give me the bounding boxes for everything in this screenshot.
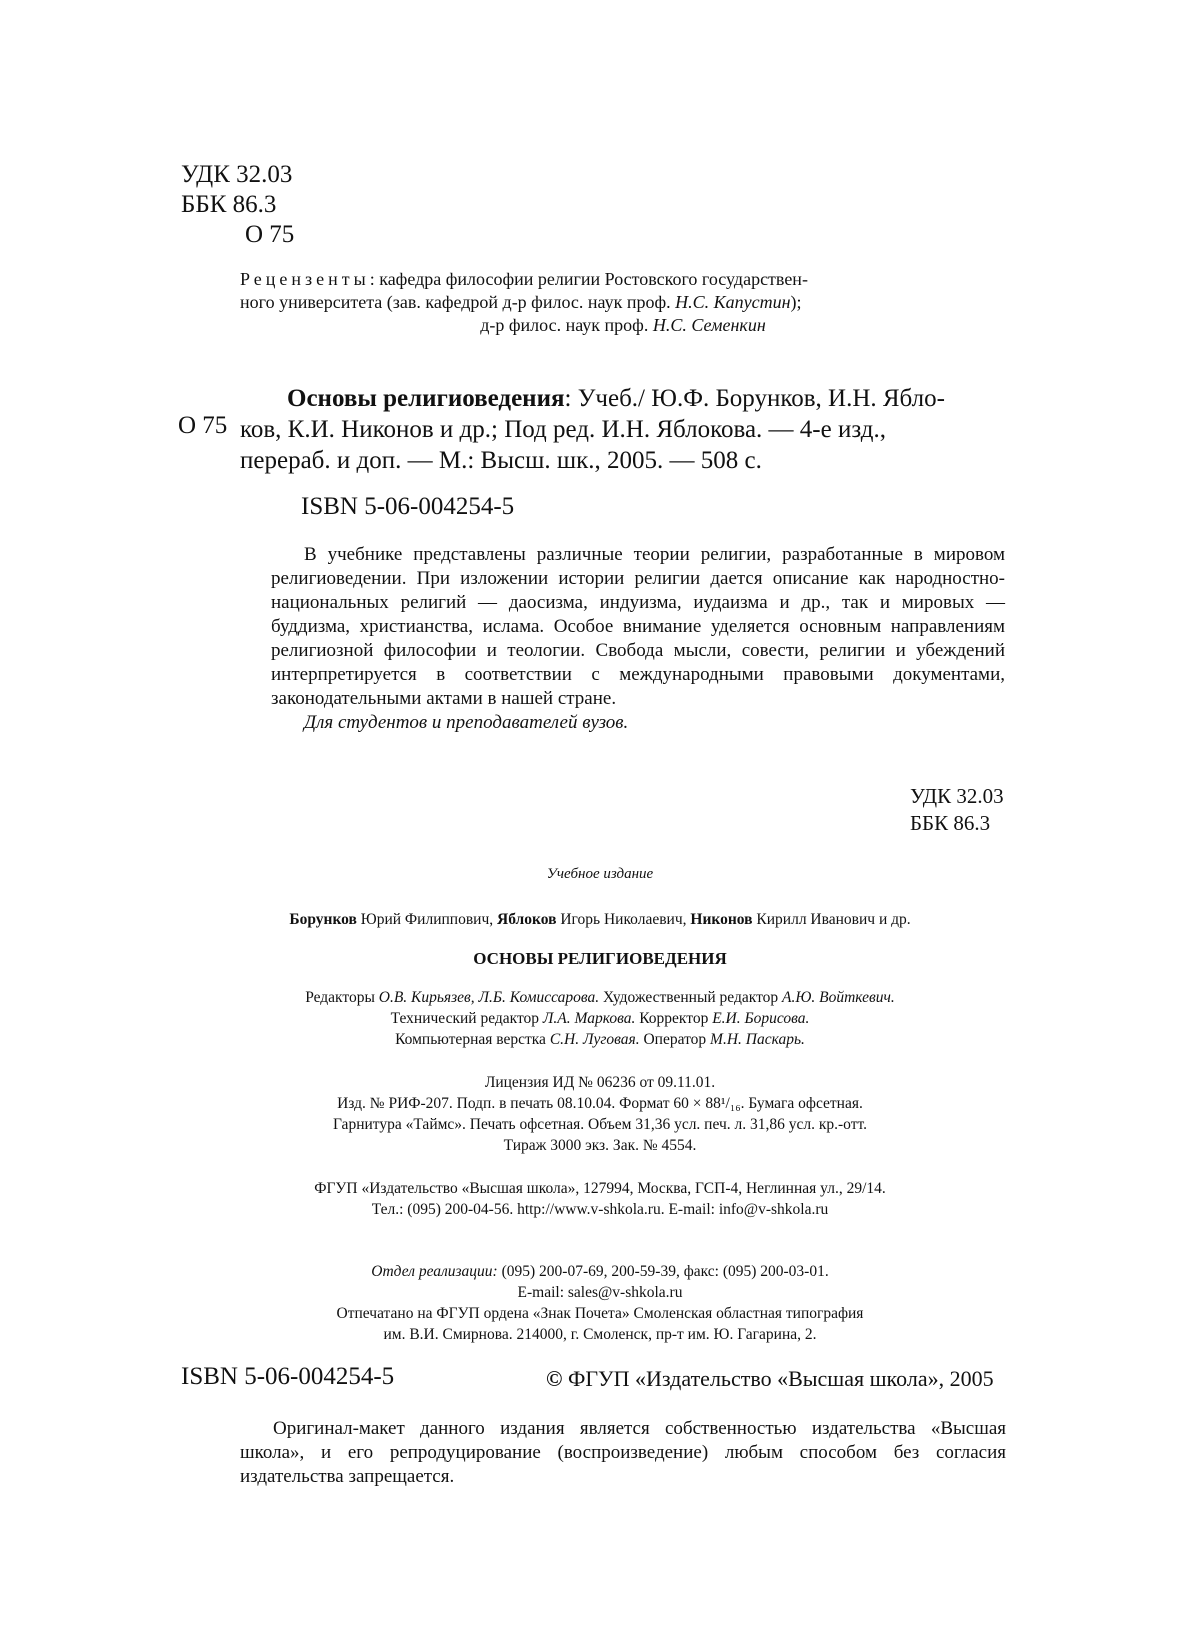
udk-code: УДК 32.03 <box>181 161 293 188</box>
author-surname: Борунков <box>289 911 357 928</box>
staff-role: Технический редактор <box>390 1010 543 1027</box>
bbk-code-bottom: ББК 86.3 <box>910 811 991 835</box>
reviewers-line-2: ного университета (зав. кафедрой д-р филос. наук проф. <box>240 292 676 312</box>
bbk-code: ББК 86.3 <box>181 191 277 218</box>
sales-label: Отдел реализации: <box>371 1263 498 1280</box>
publisher-address: ФГУП «Издательство «Высшая школа», 127994, Москва, ГСП-4, Неглинная ул., 29/14. <box>314 1180 886 1197</box>
staff-name: С.Н. Луговая. <box>549 1031 640 1048</box>
staff-role: Оператор <box>639 1031 711 1048</box>
staff-role: Компьютерная верстка <box>395 1031 550 1048</box>
isbn-footer: ISBN 5-06-004254-5 <box>181 1363 395 1390</box>
sales-block <box>190 1261 1010 1345</box>
annotation-audience: Для студентов и преподавателей вузов. <box>304 712 629 733</box>
biblio-line-2: ков, К.И. Никонов и др.; Под ред. И.Н. Яблокова. — 4-е изд., <box>240 416 886 443</box>
staff-role: Художественный редактор <box>599 989 783 1006</box>
reviewers-block <box>240 268 1006 337</box>
udk-code-bottom: УДК 32.03 <box>910 784 1004 808</box>
isbn: ISBN 5-06-004254-5 <box>301 493 515 520</box>
authors-line <box>190 909 1010 930</box>
staff-name: Л.А. Маркова. <box>542 1010 636 1027</box>
author-name: Игорь Николаевич, <box>556 911 691 928</box>
printer-line: Отпечатано на ФГУП ордена «Знак Почета» Смоленская областная типография <box>336 1305 864 1322</box>
publisher-contacts: Тел.: (095) 200-04-56. http://www.v-shkola.ru. E-mail: info@v-shkola.ru <box>371 1201 829 1218</box>
annotation-text: В учебнике представлены различные теории религии, разработанные в мировом религиоведении. При изложении истории религии дается описание как народностно-национальных религий — даосизма, индуизма, иудаизма и др., так и мировых — буддизма, христианства, ислама. Особое внимание уделяется основным направлениям религиозной философии и теологии. Свобода мысли, совести, религии и убеждений интерпретируется в соответствии с международными правовыми документами, законодательными актами в нашей стране. <box>271 544 1005 709</box>
author-name: Кирилл Иванович и др. <box>752 911 911 928</box>
annotation <box>271 543 1005 735</box>
reviewers-line-2-end: ); <box>790 292 802 312</box>
rights-notice <box>240 1417 1006 1489</box>
biblio-line-3: перераб. и доп. — М.: Высш. шк., 2005. — 508 с. <box>240 447 762 474</box>
staff-name: М.Н. Паскарь. <box>710 1031 805 1048</box>
author-mark: О 75 <box>245 221 295 248</box>
staff-role: Редакторы <box>305 989 379 1006</box>
staff-name: О.В. Кирьязев, Л.Б. Комиссарова. <box>378 989 600 1006</box>
edition-kind: Учебное издание <box>546 866 654 882</box>
license-line: Лицензия ИД № 06236 от 09.11.01. <box>484 1074 716 1091</box>
imprint-title: ОСНОВЫ РЕЛИГИОВЕДЕНИЯ <box>473 949 727 968</box>
reviewer-name-2: Н.С. Семенкин <box>652 315 766 335</box>
copyright-symbol: © <box>546 1366 563 1391</box>
udk-block-bottom <box>910 783 1004 837</box>
license-line: Изд. № РИФ-207. Подп. в печать 08.10.04. Формат 60 × 88¹/₁₆. Бумага офсетная. <box>337 1095 863 1112</box>
reviewers-label: Рецензенты <box>240 269 370 289</box>
rights-text: Оригинал-макет данного издания является собственностью издательства «Высшая школа», и его репродуцирование (воспроизведение) любым способом без согласия издательства запрещается. <box>240 1418 1006 1487</box>
license-line: Гарнитура «Таймс». Печать офсетная. Объем 31,36 усл. печ. л. 31,86 усл. кр.-отт. <box>332 1116 867 1133</box>
copyright-text: ФГУП «Издательство «Высшая школа», 2005 <box>562 1366 994 1391</box>
staff-name: А.Ю. Войткевич. <box>782 989 895 1006</box>
reviewer-name-1: Н.С. Капустин <box>675 292 791 312</box>
staff-name: Е.И. Борисова. <box>712 1010 810 1027</box>
biblio-author-mark: О 75 <box>178 412 228 439</box>
sales-email: E-mail: sales@v-shkola.ru <box>517 1284 683 1301</box>
license-line: Тираж 3000 экз. Зак. № 4554. <box>503 1137 697 1154</box>
sales-phones: (095) 200-07-69, 200-59-39, факс: (095) 200-03-01. <box>497 1263 829 1280</box>
reviewers-line-1: : кафедра философии религии Ростовского государствен- <box>369 269 808 289</box>
copyright <box>546 1366 994 1392</box>
reviewers-line-3: д-р филос. наук проф. <box>480 315 653 335</box>
editorial-staff <box>190 987 1010 1050</box>
license-block <box>190 1072 1010 1156</box>
udk-block <box>181 160 294 250</box>
publisher-block <box>190 1178 1010 1220</box>
printer-address: им. В.И. Смирнова. 214000, г. Смоленск, пр-т им. Ю. Гагарина, 2. <box>383 1326 817 1343</box>
author-surname: Яблоков <box>497 911 557 928</box>
staff-role: Корректор <box>635 1010 713 1027</box>
biblio-record <box>240 383 1006 476</box>
book-title: Основы религиоведения <box>287 385 565 412</box>
author-name: Юрий Филиппович, <box>356 911 497 928</box>
biblio-line-1: : Учеб./ Ю.Ф. Борунков, И.Н. Ябло- <box>564 385 945 412</box>
author-surname: Никонов <box>690 911 753 928</box>
